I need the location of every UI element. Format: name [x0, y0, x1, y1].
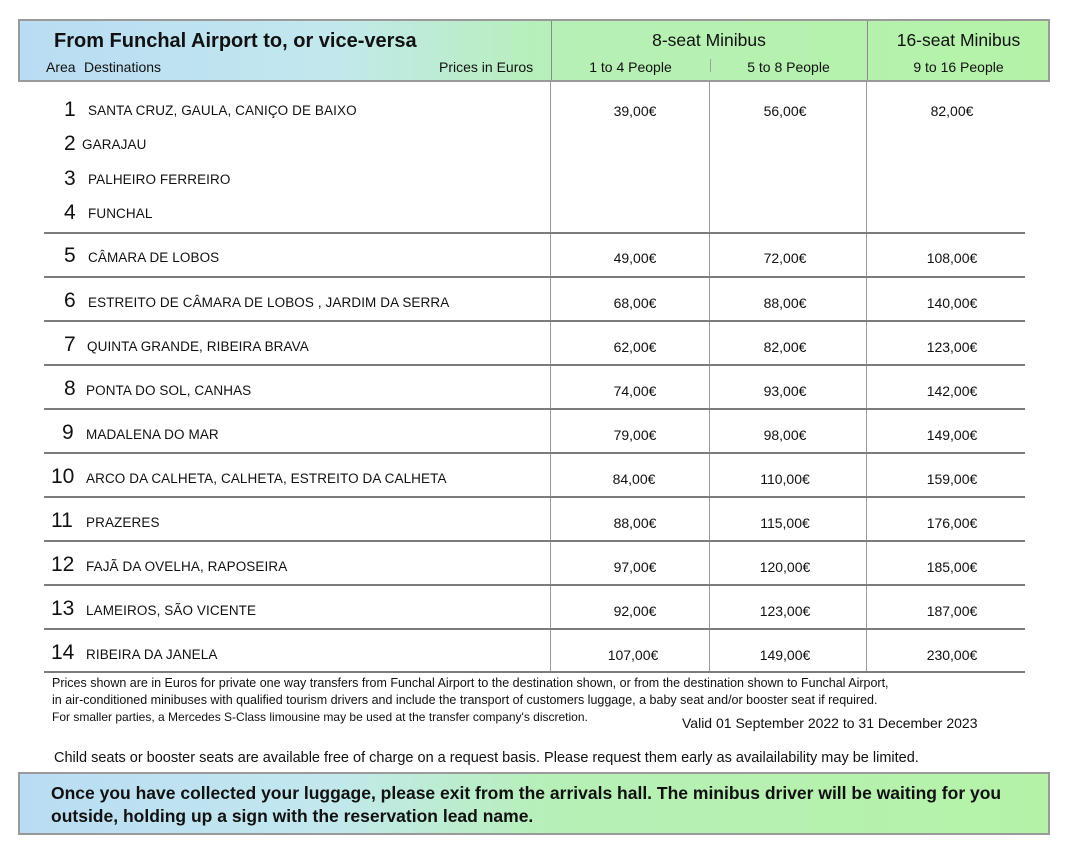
row-separator: [44, 496, 1025, 498]
destination-name: SANTA CRUZ, GAULA, CANIÇO DE BAIXO: [88, 103, 357, 118]
destination-name: FUNCHAL: [88, 206, 153, 221]
area-number: 11: [51, 509, 73, 532]
area-number: 8: [64, 377, 76, 400]
destinations-column-label: Destinations: [84, 59, 162, 75]
price-5-to-8: 93,00€: [763, 383, 807, 399]
area-number: 14: [51, 641, 75, 664]
destination-name: MADALENA DO MAR: [86, 427, 219, 442]
destination-name: PONTA DO SOL, CANHAS: [86, 383, 252, 398]
column-9-to-16-people: 9 to 16 People: [913, 59, 1004, 75]
destination-name: QUINTA GRANDE, RIBEIRA BRAVA: [87, 339, 309, 354]
destination-name: CÂMARA DE LOBOS: [88, 250, 220, 265]
price-9-to-16: 123,00€: [926, 339, 978, 355]
destination-name: GARAJAU: [82, 137, 147, 152]
area-number: 4: [64, 201, 76, 224]
price-9-to-16: 176,00€: [926, 515, 978, 531]
price-5-to-8: 98,00€: [763, 427, 807, 443]
row-separator: [44, 584, 1025, 586]
row-separator: [44, 320, 1025, 322]
row-separator: [44, 408, 1025, 410]
price-1-to-4: 79,00€: [613, 427, 657, 443]
price-1-to-4: 68,00€: [613, 295, 657, 311]
destination-name: LAMEIROS, SÃO VICENTE: [86, 603, 257, 618]
price-1-to-4: 107,00€: [607, 647, 659, 663]
area-number: 6: [64, 289, 76, 312]
instructions-banner: [18, 772, 1050, 835]
price-9-to-16: 108,00€: [926, 250, 978, 266]
destination-name: ESTREITO DE CÂMARA DE LOBOS , JARDIM DA SERRA: [88, 295, 450, 310]
row-separator: [44, 452, 1025, 454]
price-5-to-8: 123,00€: [759, 603, 811, 619]
row-separator: [44, 540, 1025, 542]
area-number: 1: [64, 98, 76, 121]
area-number: 9: [62, 421, 74, 444]
child-seats-note: Child seats or booster seats are available free of charge on a request basis. Please request them early as availailability may be limited.: [54, 750, 919, 766]
column-8-seat-minibus: 8-seat Minibus: [652, 30, 766, 50]
row-separator: [44, 671, 1025, 673]
price-9-to-16: 149,00€: [926, 427, 978, 443]
area-number: 2: [64, 132, 76, 155]
page-title: From Funchal Airport to, or vice-versa: [54, 30, 417, 52]
price-1-to-4: 97,00€: [613, 559, 657, 575]
instructions-line-2: outside, holding up a sign with the reservation lead name.: [51, 806, 534, 826]
area-number: 10: [51, 465, 75, 488]
destination-name: PRAZERES: [86, 515, 160, 530]
price-9-to-16: 230,00€: [926, 647, 978, 663]
price-9-to-16: 185,00€: [926, 559, 978, 575]
row-separator: [44, 364, 1025, 366]
area-column-label: Area: [46, 59, 76, 75]
destination-name: ARCO DA CALHETA, CALHETA, ESTREITO DA CALHETA: [86, 471, 447, 486]
pricing-note-line-3: For smaller parties, a Mercedes S-Class limousine may be used at the transfer company's discretion.: [52, 710, 588, 724]
price-1-to-4: 88,00€: [613, 515, 657, 531]
column-5-to-8-people: 5 to 8 People: [747, 59, 830, 75]
destination-name: FAJÃ DA OVELHA, RAPOSEIRA: [86, 559, 288, 574]
area-number: 3: [64, 167, 76, 190]
area-number: 12: [51, 553, 75, 576]
price-9-to-16: 82,00€: [930, 103, 974, 119]
row-separator: [44, 276, 1025, 278]
area-number: 5: [64, 244, 76, 267]
price-9-to-16: 142,00€: [926, 383, 978, 399]
row-separator: [44, 628, 1025, 630]
pricing-note-line-1: Prices shown are in Euros for private one way transfers from Funchal Airport to the destination shown, or from the destination shown to Funchal Airport,: [52, 676, 889, 690]
price-5-to-8: 72,00€: [763, 250, 807, 266]
area-number: 13: [51, 597, 75, 620]
prices-in-euros-label: Prices in Euros: [439, 59, 534, 75]
destination-name: RIBEIRA DA JANELA: [86, 647, 218, 662]
column-1-to-4-people: 1 to 4 People: [589, 59, 672, 75]
price-9-to-16: 140,00€: [926, 295, 978, 311]
row-separator: [44, 232, 1025, 234]
destination-name: PALHEIRO FERREIRO: [88, 172, 231, 187]
price-5-to-8: 82,00€: [763, 339, 807, 355]
price-1-to-4: 92,00€: [613, 603, 657, 619]
price-1-to-4: 39,00€: [613, 103, 657, 119]
area-number: 7: [64, 333, 76, 356]
price-5-to-8: 149,00€: [759, 647, 811, 663]
price-5-to-8: 56,00€: [763, 103, 807, 119]
price-1-to-4: 62,00€: [613, 339, 657, 355]
table-header-banner: [18, 19, 1050, 82]
price-9-to-16: 159,00€: [926, 471, 978, 487]
column-16-seat-minibus: 16-seat Minibus: [896, 30, 1021, 50]
price-5-to-8: 88,00€: [763, 295, 807, 311]
instructions-line-1: Once you have collected your luggage, please exit from the arrivals hall. The minibus driver will be waiting for you: [51, 783, 1002, 803]
price-5-to-8: 115,00€: [760, 515, 810, 531]
price-1-to-4: 84,00€: [612, 471, 656, 487]
price-5-to-8: 110,00€: [760, 471, 810, 487]
price-1-to-4: 49,00€: [613, 250, 657, 266]
validity-period: Valid 01 September 2022 to 31 December 2023: [682, 715, 978, 731]
pricing-note-line-2: in air-conditioned minibuses with qualified tourism drivers and include the transport of customers luggage, a baby seat and/or booster seat if required.: [52, 693, 878, 707]
price-1-to-4: 74,00€: [613, 383, 657, 399]
price-9-to-16: 187,00€: [926, 603, 978, 619]
price-5-to-8: 120,00€: [759, 559, 811, 575]
